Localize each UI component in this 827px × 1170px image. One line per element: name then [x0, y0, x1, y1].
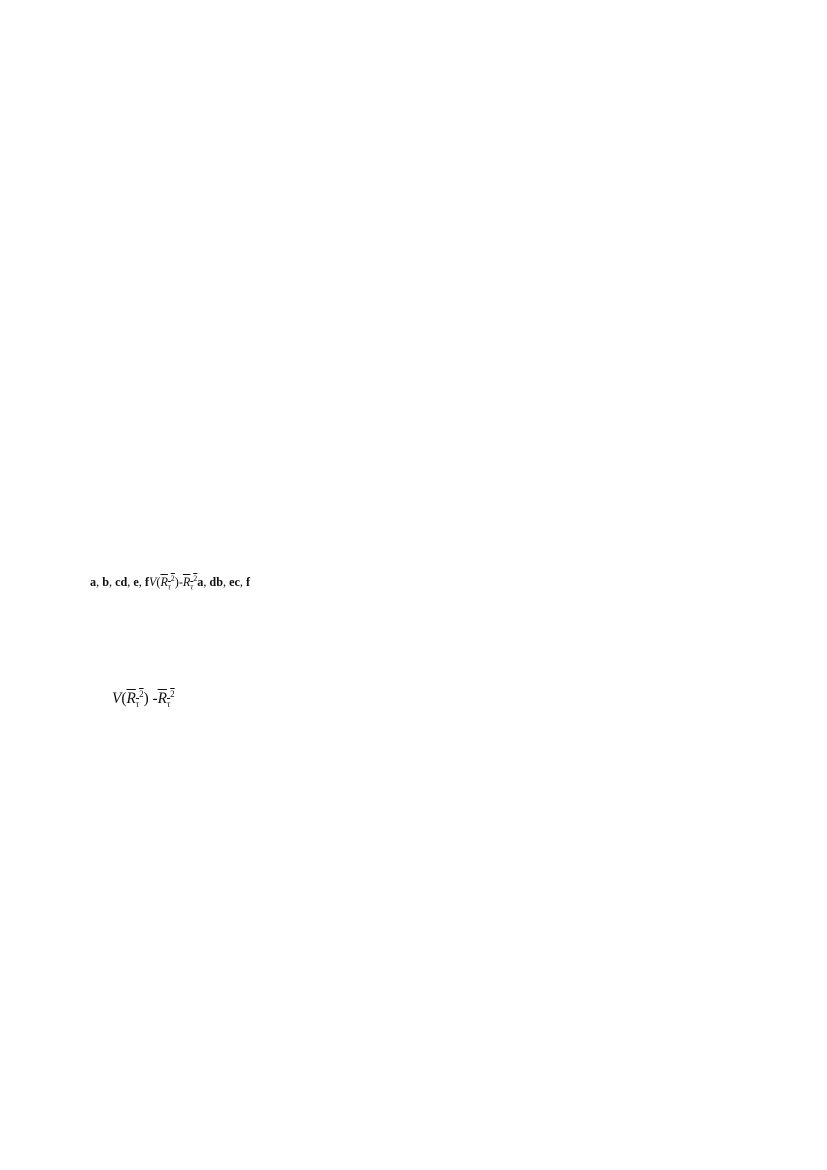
contour-panels [0, 360, 827, 535]
figure-bottom-row [0, 360, 827, 535]
histogram-panels [0, 150, 827, 340]
body-text [90, 683, 738, 716]
figure-caption: a, b, cd, e, $fV(R_\tau^2)-R_\tau^2a$, db, ec, f [90, 574, 251, 592]
figure-top-row [0, 150, 827, 340]
paragraph-2: $V(R_\tau^2)$ $-R_\tau^2$ [112, 689, 175, 710]
